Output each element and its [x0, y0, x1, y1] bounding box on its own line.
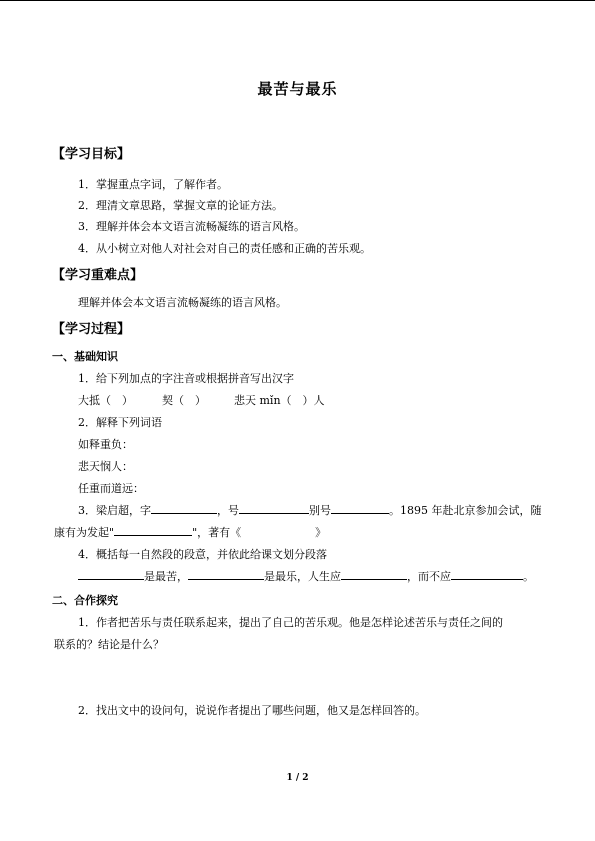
q4-text-b: 是最乐，人生应: [264, 570, 341, 583]
q2-item-1: 如释重负：: [78, 438, 133, 451]
page-number: 1 / 2: [286, 773, 309, 783]
q3-text-c: 别号: [309, 504, 331, 517]
q3-blank-biehao[interactable]: [331, 502, 389, 514]
coop-q1-line-2: 联系的？结论是什么？: [54, 638, 164, 651]
q3-text-d: 。1895 年赴北京参加会试，随: [389, 504, 542, 517]
q4-text-c: ，而不应: [407, 570, 451, 583]
key-points-heading: 【学习重难点】: [52, 268, 144, 283]
q3-text-f: "，著有《: [192, 526, 242, 539]
q4-blank-3[interactable]: [341, 568, 407, 580]
q3-text-b: ，号: [217, 504, 239, 517]
q1-item-dadi: 大抵（ ）: [78, 394, 133, 407]
q4-text-d: 。: [523, 570, 534, 583]
q4-blank-4[interactable]: [451, 568, 523, 580]
top-border-line: [0, 0, 595, 1]
q3-text-e: 康有为发起": [54, 526, 115, 539]
coop-q2: 2．找出文中的设问句，说说作者提出了哪些问题，他又是怎样回答的。: [78, 704, 426, 717]
cooperation-heading: 二、合作探究: [52, 594, 118, 607]
basic-knowledge-heading: 一、基础知识: [52, 350, 118, 363]
q3-text-a: 3．梁启超，字: [78, 504, 151, 517]
q3-text-g: 》: [315, 526, 327, 539]
q2-item-3: 任重而道远：: [78, 482, 144, 495]
q3-line-1: [78, 502, 542, 518]
q3-line-2: [54, 524, 326, 540]
coop-q1-line-1: 1．作者把苦乐与责任联系起来，提出了自己的苦乐观。他是怎样论述苦乐与责任之间的: [78, 616, 503, 629]
q4-blank-2[interactable]: [188, 568, 264, 580]
process-heading: 【学习过程】: [52, 322, 131, 337]
q2-instruction: 2．解释下列词语: [78, 416, 162, 429]
q2-item-2: 悲天悯人：: [78, 460, 133, 473]
goal-item-4: 4．从小树立对他人对社会对自己的责任感和正确的苦乐观。: [78, 242, 371, 255]
goals-heading: 【学习目标】: [52, 147, 131, 162]
q3-blank-faqi[interactable]: [114, 524, 192, 536]
key-points-text: 理解并体会本文语言流畅凝练的语言风格。: [78, 296, 287, 309]
q4-text-a: 是最苦，: [144, 570, 188, 583]
q4-blank-1[interactable]: [78, 568, 144, 580]
q1-item-beitian: 悲天 mǐn（ ）人: [234, 394, 325, 407]
page-title: 最苦与最乐: [257, 80, 338, 98]
q1-item-qi: 契（ ）: [162, 394, 206, 407]
q1-instruction: 1．给下列加点的字注音或根据拼音写出汉字: [78, 372, 294, 385]
q4-instruction: 4．概括每一自然段的段意，并依此给课文划分段落: [78, 548, 327, 561]
q3-blank-zi[interactable]: [151, 502, 217, 514]
q3-blank-hao[interactable]: [239, 502, 309, 514]
q4-line: [78, 568, 534, 584]
goal-item-1: 1．掌握重点字词，了解作者。: [78, 178, 228, 191]
goal-item-3: 3．理解并体会本文语言流畅凝练的语言风格。: [78, 220, 305, 233]
goal-item-2: 2．理清文章思路，掌握文章的论证方法。: [78, 199, 283, 212]
